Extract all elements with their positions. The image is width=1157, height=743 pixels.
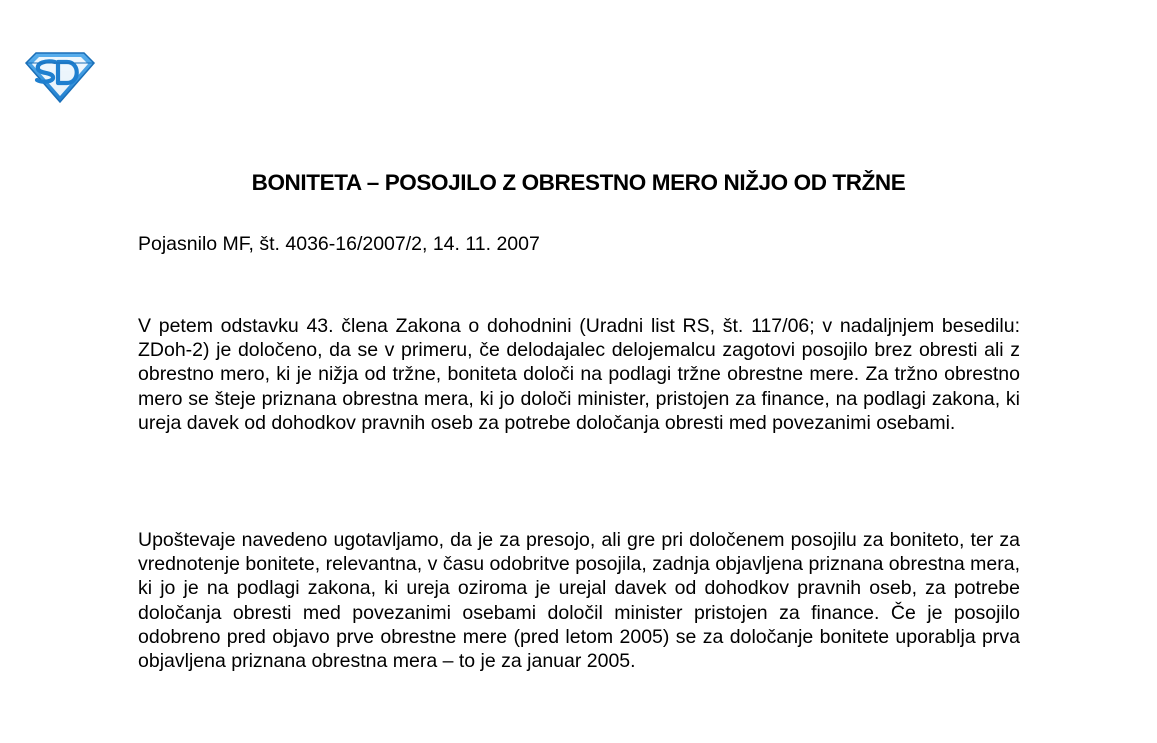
document-subtitle: Pojasnilo MF, št. 4036-16/2007/2, 14. 11. 2007 (138, 233, 540, 255)
sd-shield-icon (22, 49, 96, 105)
paragraph-2: Upoštevaje navedeno ugotavljamo, da je za presojo, ali gre pri določenem posojilu za boniteto, ter za vrednotenje bonitete, relevantna, v času odobritve posojila, zadnja objavljena priznana obrestna mera, ki jo je na podlagi zakona, ki ureja oziroma je urejal davek od dohodkov pravnih oseb, za potrebe določanja obresti med povezanimi osebami določil minister pristojen za finance. Če je posojilo odobreno pred objavo prve obrestne mere (pred letom 2005) se za določanje bonitete uporablja prva objavljena priznana obrestna mera – to je za januar 2005. (138, 529, 1020, 673)
paragraph-1: V petem odstavku 43. člena Zakona o dohodnini (Uradni list RS, št. 117/06; v nadaljnjem besedilu: ZDoh-2) je določeno, da se v primeru, če delodajalec delojemalcu zagotovi posojilo brez obresti ali z obrestno mero, ki je nižja od tržne, boniteta določi na podlagi tržne obrestne mere. Za tržno obrestno mero se šteje priznana obrestna mera, ki jo določi minister, pristojen za finance, na podlagi zakona, ki ureja davek od dohodkov pravnih oseb za potrebe določanja obresti med povezanimi osebami. (138, 315, 1020, 434)
document-title: BONITETA – POSOJILO Z OBRESTNO MERO NIŽJO OD TRŽNE (251, 170, 906, 195)
company-logo (22, 49, 96, 105)
